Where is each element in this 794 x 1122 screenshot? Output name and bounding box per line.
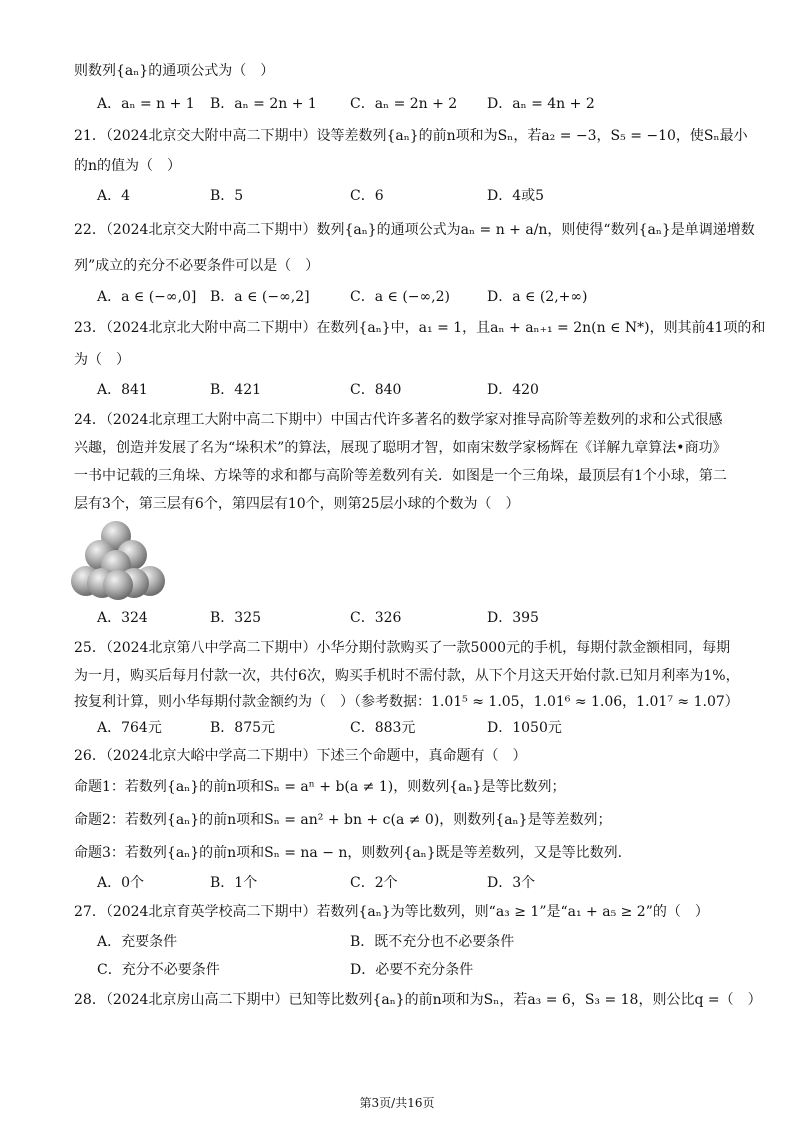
q25-option-c[interactable]: C．883元 — [350, 720, 416, 736]
q22-option-a[interactable]: A．a ∈ (−∞,0] — [97, 289, 197, 305]
q25-options — [97, 718, 717, 738]
q21-option-b[interactable]: B．5 — [210, 188, 244, 204]
page-footer: 第3页/共16页 — [359, 1096, 435, 1110]
q26-proposition-2: 命题2：若数列{aₙ}的前n项和Sₙ = an² + bn + c(a ≠ 0)，则数列{aₙ}是等差数列； — [74, 812, 612, 828]
q27-option-d[interactable]: D．必要不充分条件 — [350, 962, 474, 978]
q24-options — [97, 608, 717, 628]
q25-stem-line1: 25．（2024北京第八中学高二下期中）小华分期付款购买了一款5000元的手机，每期付款金额相同，每期 — [74, 640, 731, 656]
q22-option-d[interactable]: D．a ∈ (2,+∞) — [487, 289, 588, 305]
q25-option-a[interactable]: A．764元 — [97, 720, 162, 736]
q26-proposition-1: 命题1：若数列{aₙ}的前n项和Sₙ = aⁿ + b(a ≠ 1)，则数列{aₙ}是等比数列； — [74, 779, 566, 795]
q25-stem-line3: 按复利计算，则小华每期付款金额约为（ ）（参考数据：1.01⁵ ≈ 1.05，1.01⁶ ≈ 1.06，1.01⁷ ≈ 1.07） — [74, 694, 739, 710]
q22-options — [97, 287, 717, 307]
q20-stem: 则数列{aₙ}的通项公式为（ ） — [74, 63, 275, 79]
q20-options — [97, 94, 717, 114]
q21-stem-line1: 21．（2024北京交大附中高二下期中）设等差数列{aₙ}的前n项和为Sₙ，若a₂ = −3，S₅ = −10，使Sₙ最小 — [74, 128, 748, 144]
q24-option-a[interactable]: A．324 — [97, 610, 148, 626]
q20-option-b[interactable]: B．aₙ = 2n + 1 — [210, 96, 317, 112]
q21-option-c[interactable]: C．6 — [350, 188, 384, 204]
q25-stem-line2: 为一月，购买后每月付款一次，共付6次，购买手机时不需付款，从下个月这天开始付款.已知月利率为1%， — [74, 668, 740, 684]
q26-options — [97, 873, 717, 893]
q27-stem: 27．（2024北京育英学校高二下期中）若数列{aₙ}为等比数列，则“a₃ ≥ 1”是“a₁ + a₅ ≥ 2”的（ ） — [74, 904, 709, 920]
q26-option-a[interactable]: A．0个 — [97, 875, 145, 891]
q23-options — [97, 380, 717, 400]
q23-stem-line1: 23．（2024北京北大附中高二下期中）在数列{aₙ}中，a₁ = 1，且aₙ + aₙ₊₁ = 2n(n ∈ N*)，则其前41项的和 — [74, 320, 766, 336]
q21-option-d[interactable]: D．4或5 — [487, 188, 545, 204]
q23-option-a[interactable]: A．841 — [97, 382, 148, 398]
q27-options-row1 — [97, 932, 717, 952]
q23-option-c[interactable]: C．840 — [350, 382, 402, 398]
q22-stem-line1: 22．（2024北京交大附中高二下期中）数列{aₙ}的通项公式为aₙ = n + a/n，则使得“数列{aₙ}是单调递增数 — [74, 222, 755, 238]
q24-option-c[interactable]: C．326 — [350, 610, 402, 626]
q23-option-d[interactable]: D．420 — [487, 382, 539, 398]
q20-option-d[interactable]: D．aₙ = 4n + 2 — [487, 96, 595, 112]
q23-option-b[interactable]: B．421 — [210, 382, 262, 398]
q26-option-c[interactable]: C．2个 — [350, 875, 398, 891]
q26-stem: 26．（2024北京大峪中学高二下期中）下述三个命题中，真命题有（ ） — [74, 748, 527, 764]
q22-option-b[interactable]: B．a ∈ (−∞,2] — [210, 289, 310, 305]
q26-option-b[interactable]: B．1个 — [210, 875, 258, 891]
q25-option-b[interactable]: B．875元 — [210, 720, 276, 736]
q24-stem-line4: 层有3个，第三层有6个，第四层有10个，则第25层小球的个数为（ ） — [74, 496, 520, 512]
q24-stem-line1: 24．（2024北京理工大附中高二下期中）中国古代许多著名的数学家对推导高阶等差数列的求和公式很感 — [74, 412, 723, 428]
q26-option-d[interactable]: D．3个 — [487, 875, 536, 891]
q21-stem-line2: 的n的值为（ ） — [74, 158, 182, 174]
q20-option-c[interactable]: C．aₙ = 2n + 2 — [350, 96, 458, 112]
q28-stem: 28．（2024北京房山高二下期中）已知等比数列{aₙ}的前n项和为Sₙ，若a₃ = 6，S₃ = 18，则公比q =（ ） — [74, 992, 762, 1008]
q27-option-c[interactable]: C．充分不必要条件 — [97, 962, 220, 978]
q24-stem-line3: 一书中记载的三角垛、方垛等的求和都与高阶等差数列有关．如图是一个三角垛，最顶层有1个小球，第二 — [74, 468, 727, 484]
q20-option-a[interactable]: A．aₙ = n + 1 — [97, 96, 195, 112]
q24-stem-line2: 兴趣，创造并发展了名为“垛积术”的算法，展现了聪明才智，如南宋数学家杨辉在《详解九章算法•商功》 — [74, 440, 727, 456]
ball — [103, 570, 133, 600]
q24-option-d[interactable]: D．395 — [487, 610, 539, 626]
triangular-ball-stack-figure — [70, 519, 168, 601]
q23-stem-line2: 为（ ） — [74, 352, 130, 368]
q21-options — [97, 186, 717, 206]
q22-stem-line2: 列”成立的充分不必要条件可以是（ ） — [74, 258, 320, 274]
q26-proposition-3: 命题3：若数列{aₙ}的前n项和Sₙ = na − n，则数列{aₙ}既是等差数列，又是等比数列. — [74, 845, 623, 861]
q27-options-row2 — [97, 960, 717, 980]
q22-option-c[interactable]: C．a ∈ (−∞,2) — [350, 289, 450, 305]
q24-option-b[interactable]: B．325 — [210, 610, 262, 626]
q21-option-a[interactable]: A．4 — [97, 188, 131, 204]
q25-option-d[interactable]: D．1050元 — [487, 720, 562, 736]
q27-option-a[interactable]: A．充要条件 — [97, 934, 178, 950]
q27-option-b[interactable]: B．既不充分也不必要条件 — [350, 934, 515, 950]
